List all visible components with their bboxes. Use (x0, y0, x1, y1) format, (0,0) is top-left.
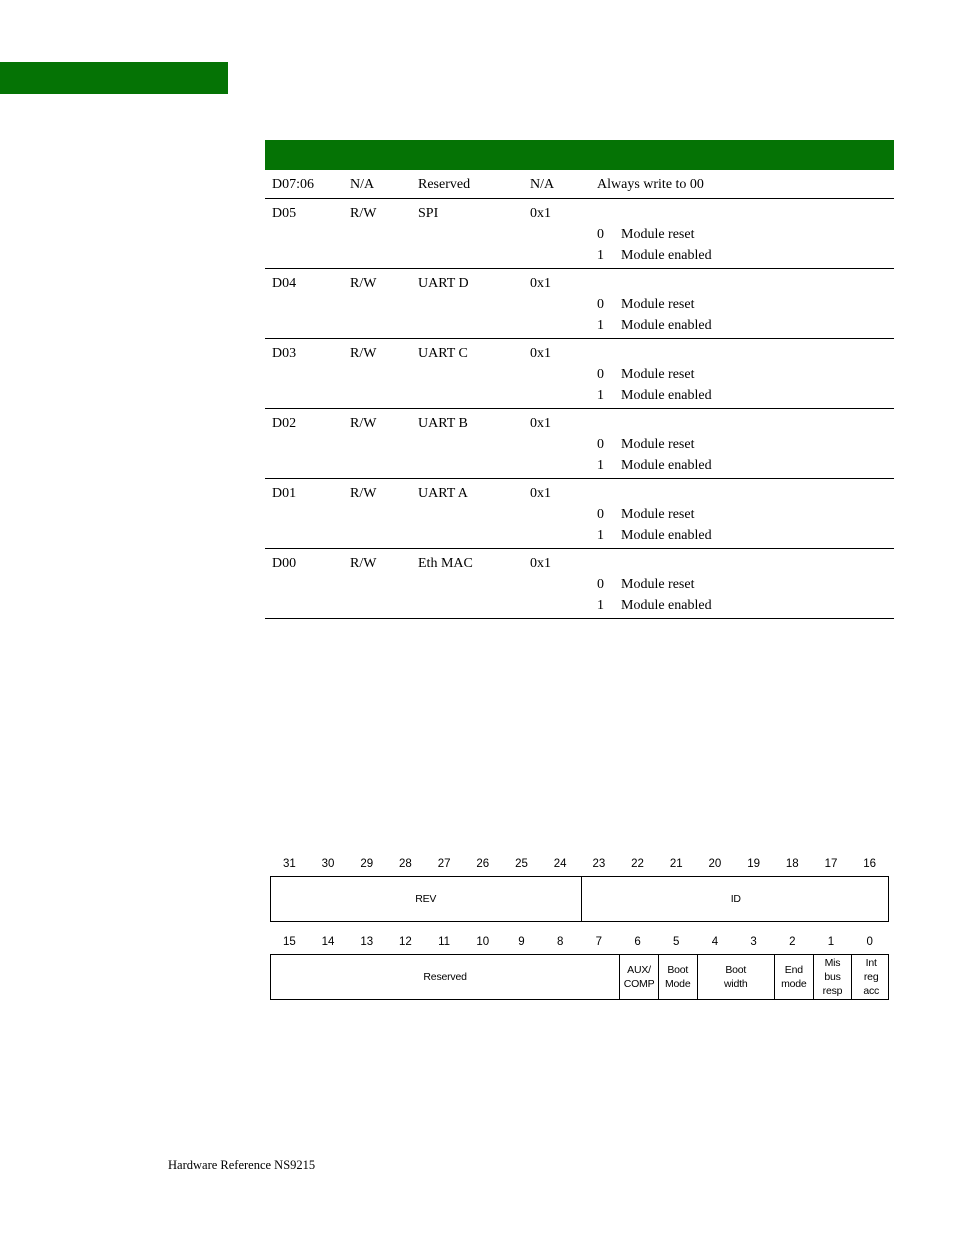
enum-label: Module reset (621, 507, 695, 522)
bit-number: 21 (669, 858, 683, 870)
enum-label: Module enabled (621, 598, 712, 613)
register-bit-table (265, 140, 894, 619)
bit-number: 11 (438, 936, 451, 948)
table-row (265, 479, 894, 549)
bits-cell: D05 (272, 206, 297, 221)
reset-cell: 0x1 (530, 556, 551, 571)
table-row (265, 549, 894, 619)
table-row (265, 170, 894, 199)
bits-cell: D01 (272, 486, 297, 501)
bit-number: 8 (556, 936, 564, 948)
bit-number: 15 (282, 936, 296, 948)
bit-number: 29 (360, 858, 374, 870)
enum-label: Module reset (621, 577, 695, 592)
mnemonic-cell: SPI (418, 206, 439, 221)
access-cell: R/W (350, 346, 377, 361)
enum-entry (597, 365, 694, 385)
reset-cell: 0x1 (530, 276, 551, 291)
upper-bit-numbers (270, 856, 889, 876)
bit-number: 2 (789, 936, 796, 948)
reset-cell: N/A (530, 177, 555, 192)
mnemonic-cell: Eth MAC (418, 556, 473, 571)
bit-field: AUX/ COMP (619, 955, 658, 999)
enum-entry (597, 386, 712, 406)
access-cell: R/W (350, 486, 377, 501)
enum-value: 1 (597, 598, 604, 613)
enum-value: 0 (597, 507, 604, 522)
bit-number: 4 (711, 936, 719, 948)
mnemonic-cell: UART A (418, 486, 468, 501)
enum-entry (597, 596, 712, 616)
bit-number: 13 (360, 936, 374, 948)
bit-number: 17 (824, 858, 838, 870)
enum-entry (597, 246, 712, 266)
enum-label: Module enabled (621, 248, 712, 263)
enum-entry (597, 316, 712, 336)
reset-cell: 0x1 (530, 416, 551, 431)
lower-bit-numbers (270, 934, 889, 954)
reset-cell: 0x1 (530, 486, 551, 501)
bit-number: 7 (595, 936, 603, 948)
enum-value: 1 (597, 248, 604, 263)
access-cell: R/W (350, 276, 377, 291)
chapter-tab-bar (0, 62, 228, 94)
enum-label: Module reset (621, 437, 695, 452)
table-header-bar (265, 140, 894, 170)
bit-number: 19 (747, 858, 761, 870)
enum-value: 1 (597, 318, 604, 333)
bit-number: 26 (476, 858, 490, 870)
table-row (265, 409, 894, 479)
enum-entry (597, 575, 694, 595)
enum-value: 1 (597, 458, 604, 473)
enum-label: Module enabled (621, 528, 712, 543)
bit-number: 16 (863, 858, 877, 870)
bit-field: Boot width (697, 955, 774, 999)
enum-label: Module enabled (621, 388, 712, 403)
bits-cell: D02 (272, 416, 297, 431)
access-cell: R/W (350, 416, 377, 431)
bit-number: 25 (515, 858, 528, 870)
bit-number: 14 (321, 936, 335, 948)
enum-entry (597, 526, 712, 546)
enum-entry (597, 295, 694, 315)
mnemonic-cell: UART C (418, 346, 468, 361)
bit-number: 31 (282, 858, 296, 870)
bit-field: Int reg acc (851, 955, 890, 999)
enum-value: 0 (597, 437, 604, 452)
mnemonic-cell: UART D (418, 276, 469, 291)
bit-field: End mode (774, 955, 813, 999)
bit-field: Reserved (423, 971, 467, 983)
bit-number: 9 (518, 936, 525, 948)
upper-field-row (270, 876, 889, 922)
bit-number: 0 (866, 936, 873, 948)
enum-label: Module reset (621, 367, 695, 382)
table-row (265, 199, 894, 269)
enum-entry (597, 505, 694, 525)
reset-cell: 0x1 (530, 206, 551, 221)
bits-cell: D07:06 (272, 177, 314, 192)
table-row (265, 269, 894, 339)
enum-entry (597, 225, 694, 245)
bits-cell: D00 (272, 556, 297, 571)
bit-number: 3 (750, 936, 757, 948)
bits-cell: D04 (272, 276, 297, 291)
enum-value: 0 (597, 297, 604, 312)
enum-label: Module enabled (621, 318, 712, 333)
table-row (265, 339, 894, 409)
bit-number: 24 (553, 858, 567, 870)
bit-number: 30 (321, 858, 335, 870)
enum-label: Module enabled (621, 458, 712, 473)
bit-number: 12 (399, 936, 412, 948)
mnemonic-cell: Reserved (418, 177, 471, 192)
page-footer: Hardware Reference NS9215 (168, 1158, 316, 1172)
bits-cell: D03 (272, 346, 297, 361)
access-cell: N/A (350, 177, 375, 192)
reset-cell: 0x1 (530, 346, 551, 361)
enum-label: Module reset (621, 297, 695, 312)
bit-number: 10 (476, 936, 490, 948)
bit-number: 23 (592, 858, 606, 870)
enum-entry (597, 435, 694, 455)
enum-value: 1 (597, 388, 604, 403)
description-cell: Always write to 00 (597, 177, 704, 192)
enum-value: 0 (597, 367, 604, 382)
bit-field: REV (415, 893, 437, 905)
table-body (265, 170, 894, 619)
mnemonic-cell: UART B (418, 416, 468, 431)
bit-number: 22 (631, 858, 644, 870)
enum-value: 1 (597, 528, 604, 543)
bit-field: ID (581, 877, 891, 921)
enum-value: 0 (597, 227, 604, 242)
enum-label: Module reset (621, 227, 695, 242)
enum-entry (597, 456, 712, 476)
bit-number: 5 (673, 936, 680, 948)
bit-number: 20 (708, 858, 722, 870)
lower-field-row (270, 954, 889, 1000)
register-bitmap (270, 856, 889, 1000)
bit-number: 18 (785, 858, 799, 870)
bit-number: 6 (634, 936, 641, 948)
access-cell: R/W (350, 556, 377, 571)
access-cell: R/W (350, 206, 377, 221)
bit-field: Boot Mode (658, 955, 697, 999)
bit-number: 1 (827, 936, 835, 948)
bit-number: 27 (437, 858, 451, 870)
bit-number: 28 (399, 858, 412, 870)
enum-value: 0 (597, 577, 604, 592)
bit-field: Mis bus resp (813, 955, 852, 999)
